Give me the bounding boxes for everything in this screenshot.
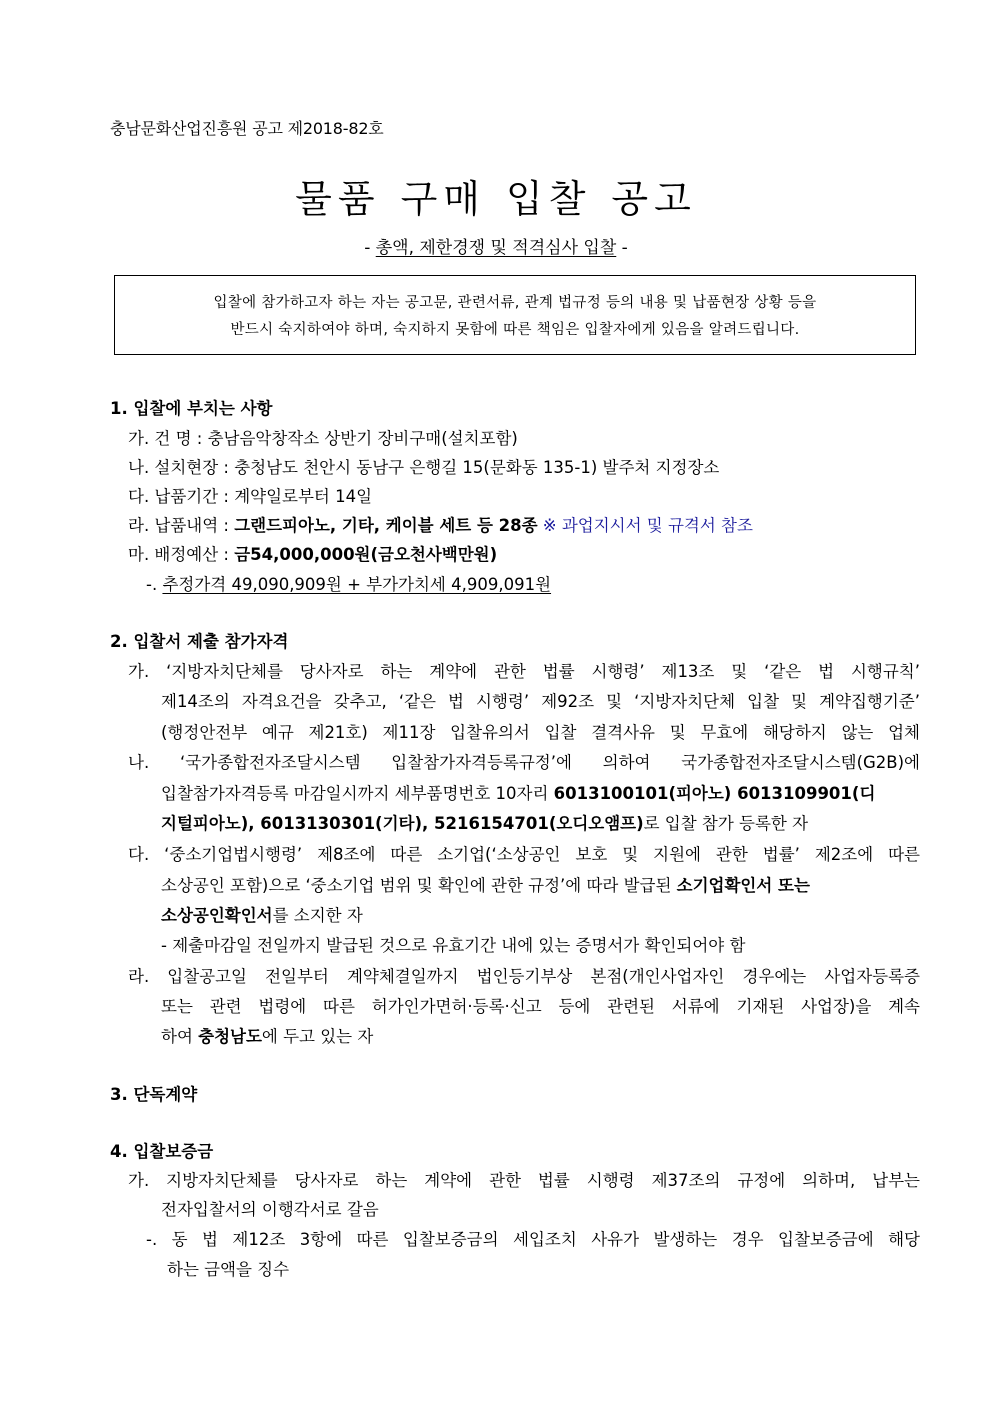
section-4-sub-line: 하는 금액을 징수 (167, 1260, 290, 1279)
section-2-da-line (161, 905, 363, 927)
section-2-na-line: 나. ‘국가종합전자조달시스템 입찰참가자격등록규정’에 의하여 국가종합전자조달시스템(G2B)에 (128, 753, 920, 772)
item-ra-label: 라. 납품내역 : (128, 516, 235, 535)
section-2-ga-line: 제14조의 자격요건을 갖추고, ‘같은 법 시행령’ 제92조 및 ‘지방자치단체 입찰 및 계약집행기준’ (161, 692, 920, 711)
title-word: 물품 (295, 177, 381, 221)
estimated-price: 추정가격 49,090,909원 + 부가가치세 4,909,091원 (162, 575, 552, 594)
page-title (0, 168, 992, 223)
section-1-item-ra (128, 515, 753, 537)
section-1-item-ma (128, 544, 497, 566)
na-text: 로 입찰 참가 등록한 자 (643, 814, 809, 833)
subtitle-text: 총액, 제한경쟁 및 적격심사 입찰 (375, 238, 617, 258)
notice-box-line: 입찰에 참가하고자 하는 자는 공고문, 관련서류, 관계 법규정 등의 내용 및 납품현장 상황 등을 (213, 295, 817, 311)
title-word: 공고 (611, 177, 697, 221)
title-word: 입찰 (506, 177, 592, 221)
notice-box-line: 반드시 숙지하여야 하며, 숙지하지 못함에 따른 책임은 입찰자에게 있음을 알려드립니다. (230, 322, 800, 338)
section-2-da-line (161, 875, 810, 897)
da-text: 를 소지한 자 (272, 906, 363, 925)
section-4-ga-line: 가. 지방자치단체를 당사자로 하는 계약에 관한 법률 시행령 제37조의 규정에 의하며, 납부는 (128, 1171, 920, 1190)
section-2-na-line (161, 783, 875, 805)
subtitle-suffix: - (616, 238, 628, 258)
section-2-ra-line (161, 1026, 373, 1048)
item-ra-value: 그랜드피아노, 기타, 케이블 세트 등 28종 (234, 516, 538, 535)
notice-box (114, 275, 916, 355)
section-2-heading: 2. 입찰서 제출 참가자격 (110, 632, 289, 651)
na-text: 입찰참가자격등록 마감일시까지 세부품명번호 10자리 (161, 784, 554, 803)
section-1-heading: 1. 입찰에 부치는 사항 (110, 399, 273, 418)
dash: -. (146, 575, 163, 594)
section-1-item-ga: 가. 건 명 : 충남음악창작소 상반기 장비구매(설치포함) (128, 429, 518, 448)
item-ra-reference: ※ 과업지시서 및 규격서 참조 (542, 516, 753, 535)
section-4-heading: 4. 입찰보증금 (110, 1142, 214, 1161)
na-product-codes: 지털피아노), 6013130301(기타), 5216154701(오디오앰프) (161, 814, 644, 833)
section-1-item-ma-sub (146, 574, 551, 596)
da-text: 소상공인 포함)으로 ‘중소기업 범위 및 확인에 관한 규정’에 따라 발급된 (161, 876, 677, 895)
item-ma-label: 마. 배정예산 : (128, 545, 235, 564)
section-2-da-note: - 제출마감일 전일까지 발급된 것으로 유효기간 내에 있는 증명서가 확인되어야 함 (161, 936, 746, 955)
subtitle-prefix: - (364, 238, 376, 258)
section-2-ra-line: 또는 관련 법령에 따른 허가인가면허·등록·신고 등에 관련된 서류에 기재된 사업장)을 계속 (161, 997, 920, 1016)
section-2-ga-line: (행정안전부 예규 제21호) 제11장 입찰유의서 입찰 결격사유 및 무효에 해당하지 않는 업체 (161, 723, 920, 742)
ra-region: 충청남도 (198, 1027, 262, 1046)
section-2-na-line (161, 813, 808, 835)
subtitle (0, 233, 992, 258)
section-2-ra-line: 라. 입찰공고일 전일부터 계약체결일까지 법인등기부상 본점(개인사업자인 경우에는 사업자등록증 (128, 967, 920, 986)
ra-text: 하여 (161, 1027, 199, 1046)
item-ma-value: 금54,000,000원(금오천사백만원) (234, 545, 498, 564)
na-product-codes: 6013100101(피아노) 6013109901(디 (553, 784, 876, 803)
section-1-item-na: 나. 설치현장 : 충청남도 천안시 동남구 은행길 15(문화동 135-1) 발주처 지정장소 (128, 458, 720, 477)
notice-number: 충남문화산업진흥원 공고 제2018-82호 (110, 119, 384, 138)
section-2-ga-line: 가. ‘지방자치단체를 당사자로 하는 계약에 관한 법률 시행령’ 제13조 및 ‘같은 법 시행규칙’ (128, 662, 920, 681)
section-3-heading: 3. 단독계약 (110, 1085, 198, 1104)
da-certificate: 소상공인확인서 (161, 906, 273, 925)
section-4-sub-line: -. 동 법 제12조 3항에 따른 입찰보증금의 세입조치 사유가 발생하는 경우 입찰보증금에 해당 (146, 1230, 920, 1249)
da-certificate: 소기업확인서 또는 (676, 876, 810, 895)
title-word: 구매 (400, 177, 486, 221)
ra-text: 에 두고 있는 자 (261, 1027, 374, 1046)
section-2-da-line: 다. ‘중소기업법시행령’ 제8조에 따른 소기업(‘소상공인 보호 및 지원에 관한 법률’ 제2조에 따른 (128, 845, 920, 864)
section-1-item-da: 다. 납품기간 : 계약일로부터 14일 (128, 487, 373, 506)
section-4-ga-line: 전자입찰서의 이행각서로 갈음 (161, 1200, 379, 1219)
